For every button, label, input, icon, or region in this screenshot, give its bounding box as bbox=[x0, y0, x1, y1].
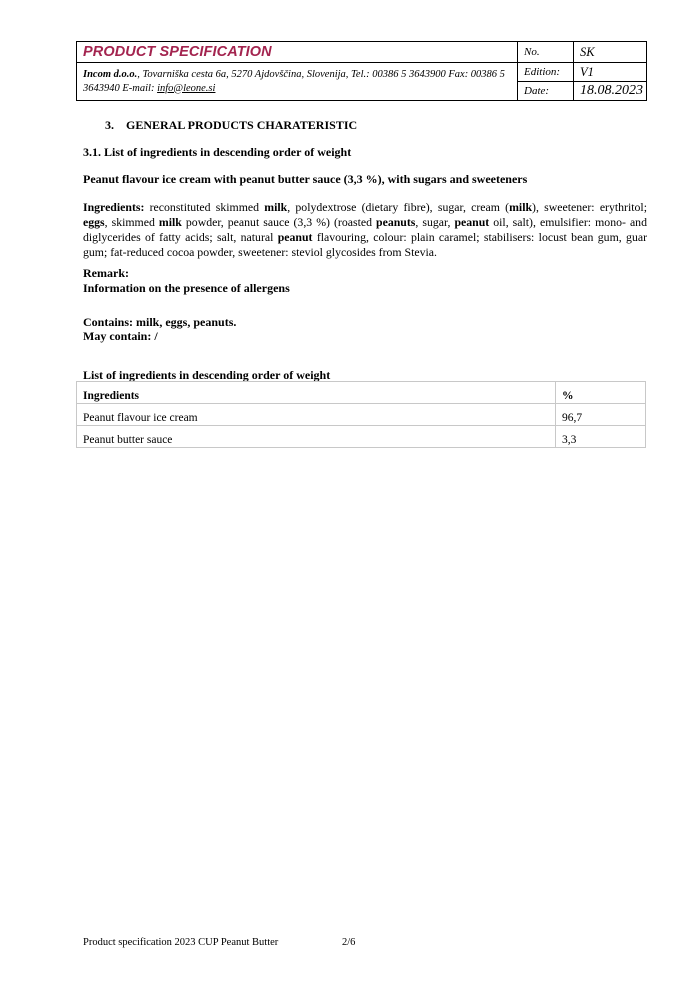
page-number: 2/6 bbox=[342, 937, 356, 948]
date-label: Date: bbox=[518, 82, 574, 101]
header-table bbox=[76, 41, 647, 101]
ingredient-percent: 3,3 bbox=[556, 426, 646, 448]
ingredient-text: powder, peanut sauce (3,3 %) (roasted bbox=[181, 215, 377, 229]
ingredient-emphasis: peanut bbox=[277, 230, 313, 244]
ingredient-text: , polydextrose (dietary fibre), sugar, cream ( bbox=[287, 200, 510, 214]
document-title: PRODUCT SPECIFICATION bbox=[77, 42, 518, 63]
may-contain: May contain: / bbox=[83, 329, 158, 343]
ingredients-table bbox=[76, 381, 646, 448]
ingredient-emphasis: eggs bbox=[83, 215, 105, 229]
ingredient-text: ), sweetener: erythritol; bbox=[532, 200, 647, 214]
table-row bbox=[77, 426, 646, 448]
date-value: 18.08.2023 bbox=[574, 82, 647, 101]
section-number: 3. bbox=[105, 118, 114, 132]
column-header-ingredients: Ingredients bbox=[77, 382, 556, 404]
company-name: Incom d.o.o. bbox=[83, 68, 138, 80]
ingredient-emphasis: peanuts bbox=[376, 215, 416, 229]
ingredient-emphasis: Ingredients: bbox=[83, 200, 145, 214]
ingredient-emphasis: milk bbox=[509, 200, 533, 214]
ingredients-paragraph bbox=[83, 200, 647, 260]
table-row bbox=[77, 404, 646, 426]
section-heading bbox=[105, 118, 357, 133]
table-title: List of ingredients in descending order of weight bbox=[83, 368, 331, 382]
ingredient-text: , sugar, bbox=[415, 215, 455, 229]
address-text: , Tovarniška cesta 6a, 5270 Ajdovščina, Slovenija, Tel.: 00386 5 3643900 Fax: 00386 5 3643940 E-mail: bbox=[83, 68, 505, 94]
section-title: GENERAL PRODUCTS CHARATERISTIC bbox=[126, 118, 358, 132]
ingredient-emphasis: milk bbox=[158, 215, 182, 229]
ingredient-emphasis: peanut bbox=[454, 215, 490, 229]
footer-text: Product specification 2023 CUP Peanut Butter bbox=[83, 937, 279, 948]
ingredient-name: Peanut butter sauce bbox=[77, 426, 556, 448]
edition-label: Edition: bbox=[518, 63, 574, 82]
company-address bbox=[77, 63, 518, 101]
column-header-percent: % bbox=[556, 382, 646, 404]
remark-label: Remark: bbox=[83, 266, 129, 280]
edition-value: V1 bbox=[574, 63, 647, 82]
subsection-title: 3.1. List of ingredients in descending order of weight bbox=[83, 145, 352, 159]
allergen-info-heading: Information on the presence of allergens bbox=[83, 281, 290, 295]
ingredient-percent: 96,7 bbox=[556, 404, 646, 426]
table-header-row bbox=[77, 382, 646, 404]
product-title: Peanut flavour ice cream with peanut butter sauce (3,3 %), with sugars and sweeteners bbox=[83, 172, 528, 186]
email-link[interactable]: info@leone.si bbox=[157, 82, 216, 94]
ingredient-text: oil, salt), emulsifier: mono- and diglycerides of fatty acids; salt, natural bbox=[83, 215, 647, 244]
ingredient-name: Peanut flavour ice cream bbox=[77, 404, 556, 426]
ingredient-text: flavouring, colour: plain caramel; stabilisers: locust bean gum, guar gum; fat-reduced cocoa powder, sweetener: steviol glycosides from Stevia. bbox=[83, 230, 648, 259]
number-value: SK bbox=[574, 42, 647, 63]
contains-allergens: Contains: milk, eggs, peanuts. bbox=[83, 315, 237, 329]
ingredient-emphasis: milk bbox=[264, 200, 288, 214]
number-label: No. bbox=[518, 42, 574, 63]
ingredient-text: , skimmed bbox=[104, 215, 159, 229]
ingredient-text: reconstituted skimmed bbox=[144, 200, 265, 214]
